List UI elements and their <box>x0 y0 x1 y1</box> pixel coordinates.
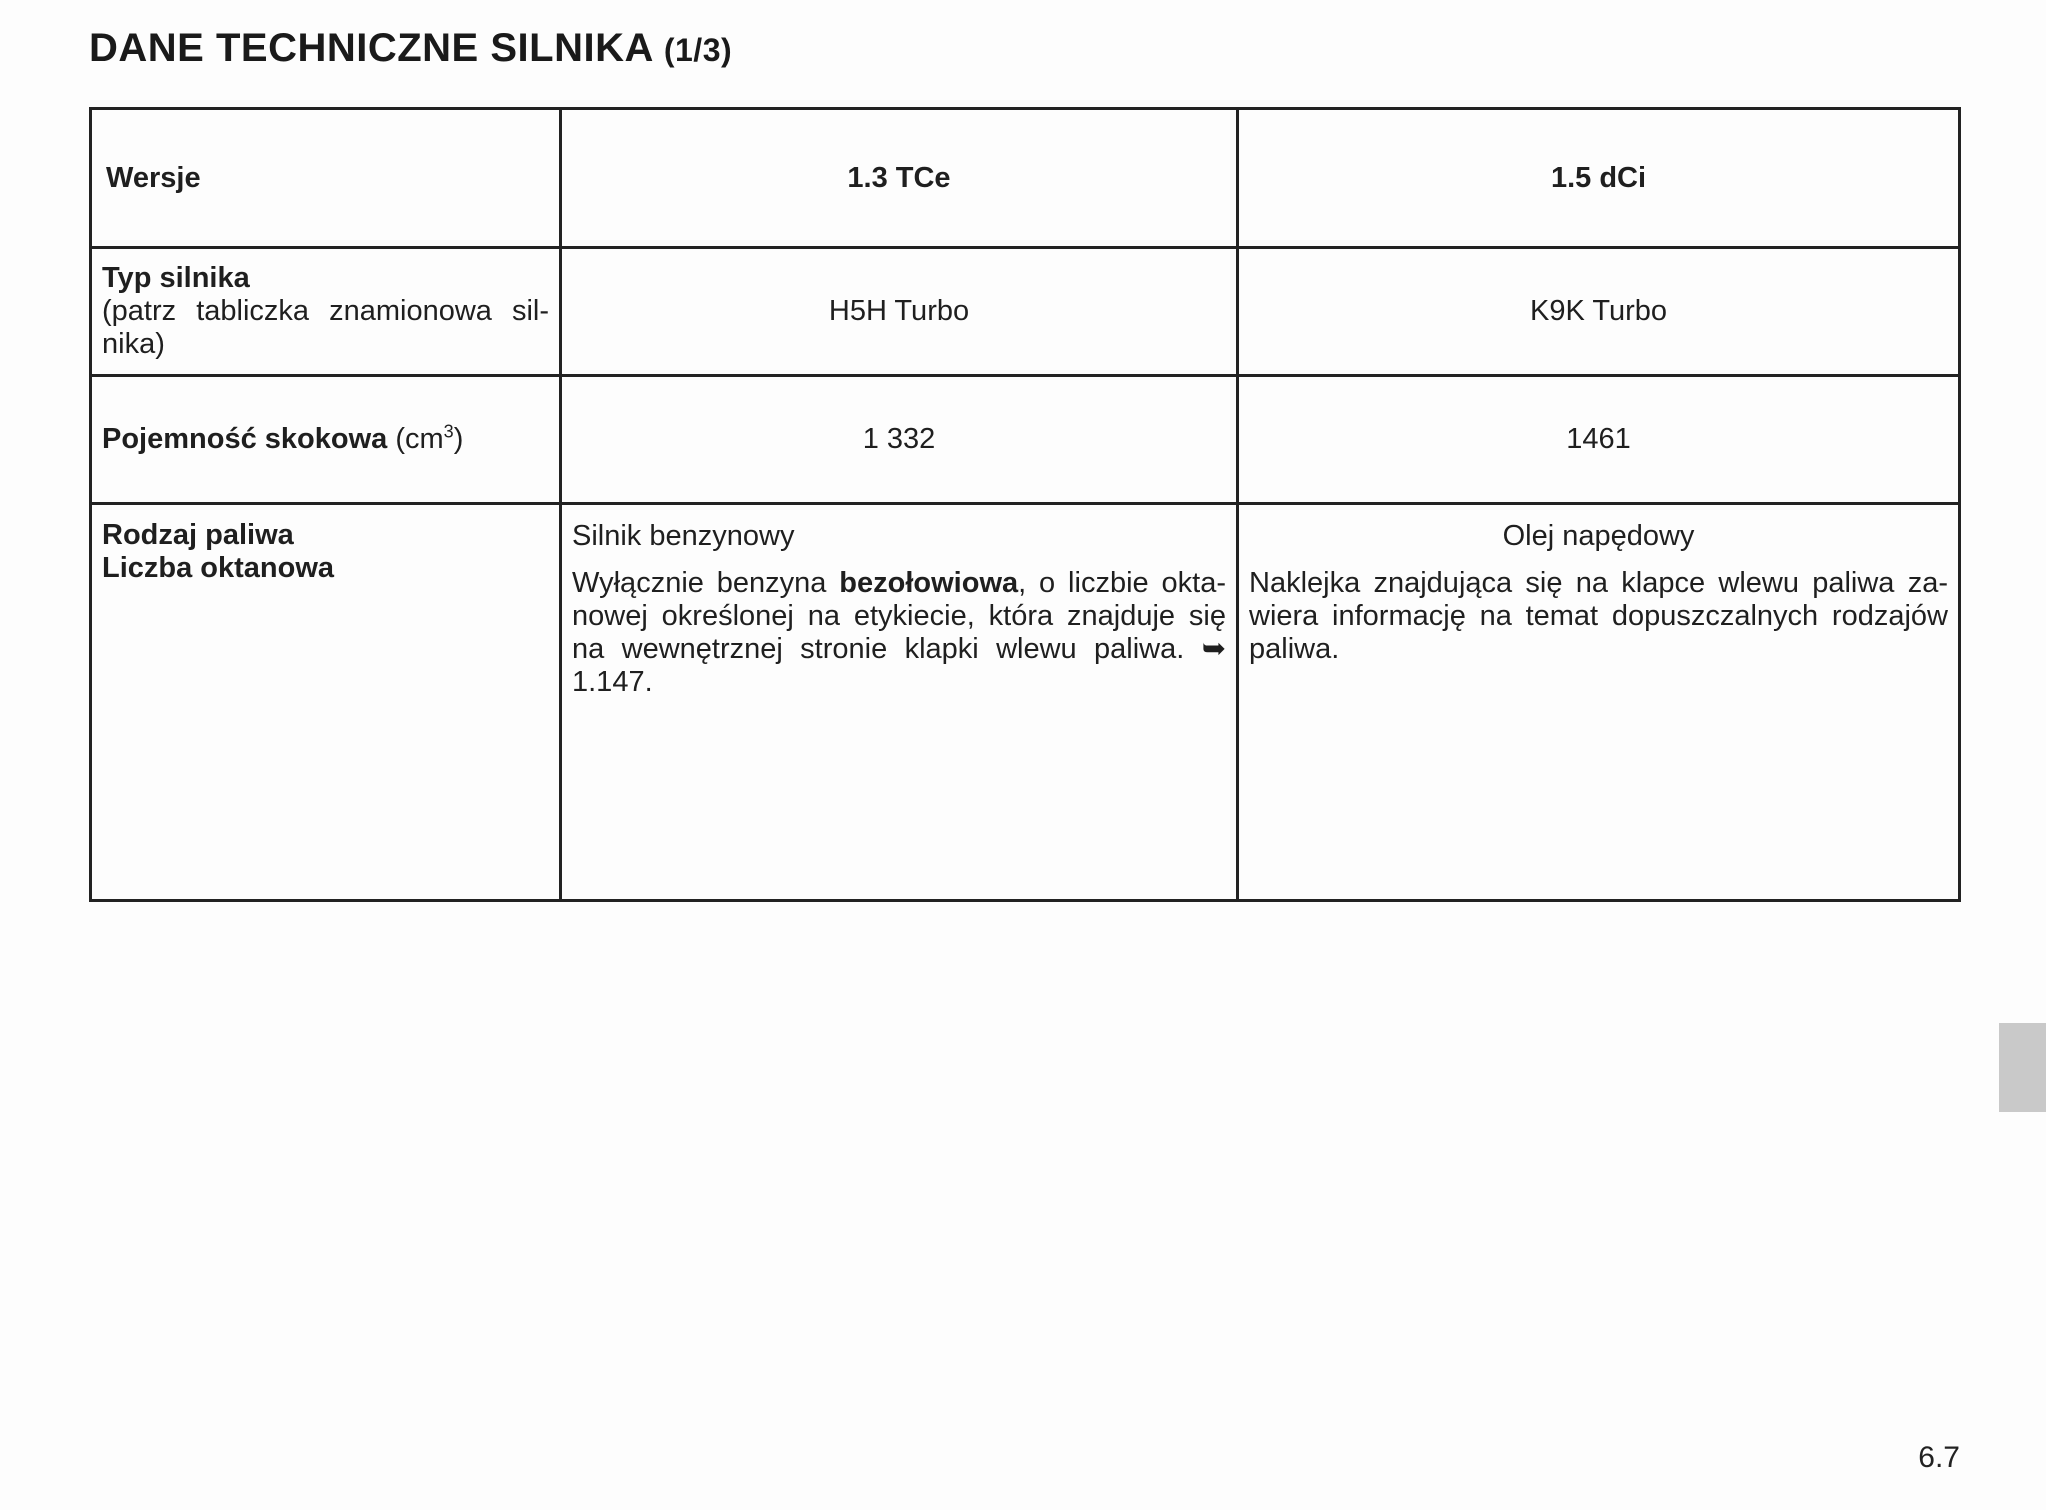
page-title <box>89 26 732 71</box>
page-number: 6.7 <box>1918 1441 1960 1474</box>
octane-label: Liczba oktanowa <box>102 552 335 584</box>
fuel-name-version-2: Olej napędowy <box>1502 520 1695 552</box>
capacity-row <box>91 376 1960 504</box>
capacity-version-1: 1 332 <box>561 376 1238 504</box>
page-title-main: DANE TECHNICZNE SILNIKA <box>89 26 654 70</box>
page-reference: 1.147. <box>572 666 653 698</box>
capacity-unit-sup: 3 <box>443 421 454 442</box>
fuel-text-pre: Wyłącznie benzyna <box>572 567 827 599</box>
fuel-row <box>91 504 1960 901</box>
version-1-header: 1.3 TCe <box>561 109 1238 248</box>
engine-type-label <box>91 248 561 376</box>
versions-label: Wersje <box>91 109 561 248</box>
version-2-header: 1.5 dCi <box>1238 109 1960 248</box>
capacity-label-main: Pojemność skokowa <box>102 423 388 455</box>
capacity-version-2: 1461 <box>1238 376 1960 504</box>
fuel-version-1 <box>561 504 1238 901</box>
section-tab <box>1999 1023 2046 1112</box>
engine-type-version-1: H5H Turbo <box>561 248 1238 376</box>
capacity-unit-pre: (cm <box>395 423 444 455</box>
engine-type-row <box>91 248 1960 376</box>
fuel-text-bold: bezołowiowa <box>839 567 1019 599</box>
fuel-version-2 <box>1238 504 1960 901</box>
capacity-unit-post: ) <box>453 423 464 455</box>
fuel-label <box>91 504 561 901</box>
engine-specs-table <box>89 107 1961 902</box>
capacity-label <box>91 376 561 504</box>
fuel-description-version-1 <box>572 567 1226 699</box>
engine-type-label-note: (patrz tabliczka znamionowa sil- nika) <box>102 295 549 360</box>
fuel-text-post: , o liczbie okta- nowej określonej na etykiecie, która znajduje się na wewnętrznej stronie klapki wlewu paliwa. <box>572 567 1226 665</box>
table-header-row <box>91 109 1960 248</box>
fuel-name-version-1: Silnik benzynowy <box>572 520 795 552</box>
engine-type-label-main: Typ silnika <box>102 262 250 294</box>
engine-type-version-2: K9K Turbo <box>1238 248 1960 376</box>
fuel-type-label: Rodzaj paliwa <box>102 519 294 551</box>
fuel-description-version-2: Naklejka znajdująca się na klapce wlewu paliwa za- wiera informację na temat dopuszczalnych rodzajów paliwa. <box>1249 567 1948 665</box>
capacity-unit <box>395 423 463 455</box>
page-reference-arrow-icon: ➥ <box>1201 633 1226 665</box>
page-title-part: (1/3) <box>663 32 733 68</box>
